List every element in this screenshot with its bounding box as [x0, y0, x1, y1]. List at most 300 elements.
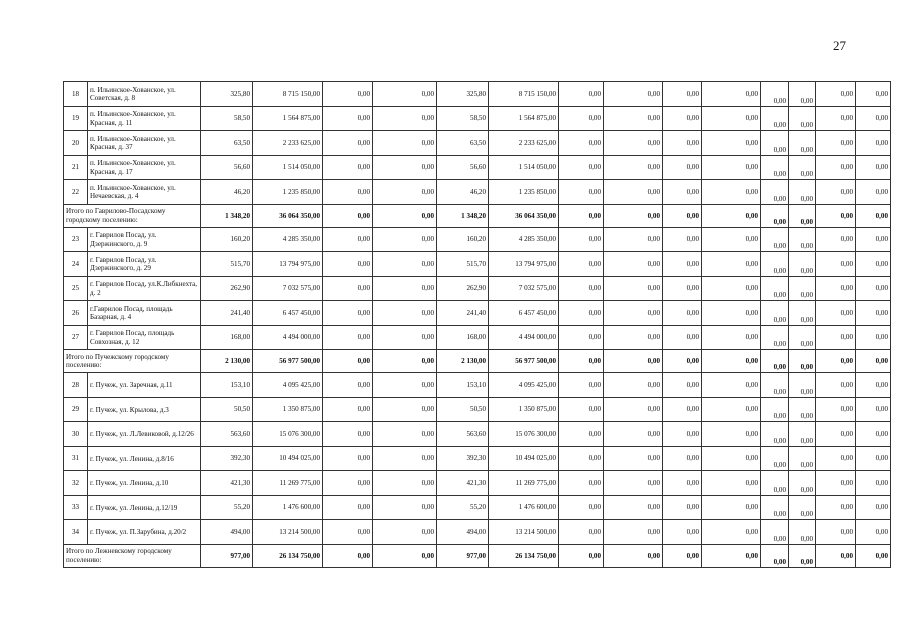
value-cell: 0,00 — [663, 422, 702, 447]
value-cell: 0,00 — [702, 373, 761, 398]
address-cell: г. Гаврилов Посад, площадь Совхозная, д. 12 — [88, 325, 201, 350]
value-cell: 0,00 — [559, 276, 604, 301]
value-cell: 392,30 — [437, 446, 489, 471]
value-cell: 0,00 — [604, 276, 663, 301]
value-cell: 0,00 — [702, 397, 761, 422]
value-cell: 0,00 — [559, 350, 604, 373]
value-cell: 0,00 — [816, 180, 856, 205]
value-cell: 0,00 — [663, 373, 702, 398]
value-cell: 1 514 050,00 — [489, 155, 559, 180]
value-cell: 494,00 — [437, 520, 489, 545]
value-cell: 0,00 — [663, 495, 702, 520]
value-cell: 0,00 — [702, 350, 761, 373]
value-cell: 0,00 — [323, 204, 373, 227]
value-cell: 0,00 — [856, 155, 891, 180]
value-cell: 0,00 — [702, 155, 761, 180]
table-row — [64, 397, 891, 422]
value-cell: 241,40 — [437, 301, 489, 326]
value-cell: 0,00 — [789, 397, 816, 422]
value-cell: 0,00 — [323, 131, 373, 156]
value-cell: 0,00 — [323, 471, 373, 496]
value-cell: 0,00 — [761, 204, 789, 227]
value-cell: 0,00 — [856, 276, 891, 301]
value-cell: 0,00 — [856, 544, 891, 567]
value-cell: 0,00 — [663, 350, 702, 373]
row-number: 22 — [64, 180, 88, 205]
value-cell: 0,00 — [604, 397, 663, 422]
value-cell: 1 350 875,00 — [253, 397, 323, 422]
value-cell: 0,00 — [559, 155, 604, 180]
value-cell: 0,00 — [702, 106, 761, 131]
value-cell: 0,00 — [789, 180, 816, 205]
value-cell: 1 348,20 — [437, 204, 489, 227]
value-cell: 0,00 — [663, 155, 702, 180]
value-cell: 0,00 — [789, 325, 816, 350]
value-cell: 15 076 300,00 — [489, 422, 559, 447]
value-cell: 0,00 — [816, 544, 856, 567]
table-row — [64, 520, 891, 545]
value-cell: 0,00 — [604, 155, 663, 180]
value-cell: 0,00 — [559, 325, 604, 350]
row-number: 27 — [64, 325, 88, 350]
value-cell: 0,00 — [373, 276, 437, 301]
value-cell: 153,10 — [201, 373, 253, 398]
value-cell: 0,00 — [604, 422, 663, 447]
value-cell: 15 076 300,00 — [253, 422, 323, 447]
value-cell: 0,00 — [323, 350, 373, 373]
table-row — [64, 106, 891, 131]
value-cell: 0,00 — [663, 397, 702, 422]
value-cell: 0,00 — [323, 155, 373, 180]
value-cell: 0,00 — [702, 495, 761, 520]
value-cell: 977,00 — [201, 544, 253, 567]
table-row — [64, 131, 891, 156]
table-row — [64, 252, 891, 277]
value-cell: 0,00 — [559, 131, 604, 156]
value-cell: 0,00 — [761, 544, 789, 567]
value-cell: 0,00 — [702, 204, 761, 227]
value-cell: 0,00 — [856, 422, 891, 447]
value-cell: 0,00 — [789, 373, 816, 398]
address-cell: г. Пучеж, ул. Ленина, д.8/16 — [88, 446, 201, 471]
value-cell: 50,50 — [201, 397, 253, 422]
value-cell: 0,00 — [663, 471, 702, 496]
value-cell: 0,00 — [761, 325, 789, 350]
value-cell: 0,00 — [789, 252, 816, 277]
subtotal-row — [64, 204, 891, 227]
value-cell: 0,00 — [856, 252, 891, 277]
row-number: 28 — [64, 373, 88, 398]
row-number: 32 — [64, 471, 88, 496]
value-cell: 0,00 — [761, 106, 789, 131]
value-cell: 0,00 — [816, 471, 856, 496]
value-cell: 0,00 — [559, 397, 604, 422]
value-cell: 8 715 150,00 — [253, 82, 323, 107]
table-row — [64, 227, 891, 252]
value-cell: 0,00 — [856, 495, 891, 520]
value-cell: 0,00 — [761, 252, 789, 277]
address-cell: п. Ильинское-Хованское, ул. Красная, д. 17 — [88, 155, 201, 180]
value-cell: 58,50 — [437, 106, 489, 131]
value-cell: 0,00 — [559, 106, 604, 131]
value-cell: 421,30 — [201, 471, 253, 496]
value-cell: 7 032 575,00 — [489, 276, 559, 301]
value-cell: 0,00 — [789, 422, 816, 447]
value-cell: 0,00 — [789, 276, 816, 301]
value-cell: 325,80 — [437, 82, 489, 107]
value-cell: 563,60 — [437, 422, 489, 447]
value-cell: 0,00 — [559, 252, 604, 277]
value-cell: 0,00 — [323, 520, 373, 545]
value-cell: 6 457 450,00 — [253, 301, 323, 326]
value-cell: 4 494 000,00 — [489, 325, 559, 350]
value-cell: 0,00 — [323, 276, 373, 301]
value-cell: 46,20 — [201, 180, 253, 205]
value-cell: 0,00 — [856, 82, 891, 107]
value-cell: 0,00 — [856, 106, 891, 131]
value-cell: 0,00 — [789, 544, 816, 567]
value-cell: 0,00 — [559, 544, 604, 567]
value-cell: 0,00 — [604, 495, 663, 520]
value-cell: 0,00 — [604, 446, 663, 471]
value-cell: 1 476 600,00 — [253, 495, 323, 520]
value-cell: 0,00 — [702, 82, 761, 107]
value-cell: 0,00 — [373, 131, 437, 156]
value-cell: 0,00 — [323, 301, 373, 326]
row-number: 18 — [64, 82, 88, 107]
value-cell: 8 715 150,00 — [489, 82, 559, 107]
table-row — [64, 373, 891, 398]
value-cell: 0,00 — [559, 227, 604, 252]
value-cell: 421,30 — [437, 471, 489, 496]
row-number: 25 — [64, 276, 88, 301]
value-cell: 10 494 025,00 — [489, 446, 559, 471]
row-number: 34 — [64, 520, 88, 545]
value-cell: 0,00 — [663, 301, 702, 326]
value-cell: 0,00 — [663, 180, 702, 205]
value-cell: 0,00 — [663, 106, 702, 131]
subtotal-label: Итого по Пучежскому городскому поселению: — [64, 350, 201, 373]
value-cell: 46,20 — [437, 180, 489, 205]
value-cell: 4 285 350,00 — [253, 227, 323, 252]
value-cell: 0,00 — [856, 131, 891, 156]
value-cell: 0,00 — [323, 544, 373, 567]
address-cell: г. Пучеж, ул. Л.Левиковой, д.12/26 — [88, 422, 201, 447]
value-cell: 0,00 — [702, 180, 761, 205]
value-cell: 0,00 — [856, 204, 891, 227]
value-cell: 0,00 — [789, 131, 816, 156]
value-cell: 0,00 — [373, 495, 437, 520]
address-cell: г. Пучеж, ул. Заречная, д.11 — [88, 373, 201, 398]
value-cell: 0,00 — [789, 227, 816, 252]
value-cell: 0,00 — [604, 131, 663, 156]
value-cell: 0,00 — [702, 131, 761, 156]
address-cell: п. Ильинское-Хованское, ул. Советская, д. 8 — [88, 82, 201, 107]
value-cell: 0,00 — [559, 520, 604, 545]
value-cell: 0,00 — [604, 301, 663, 326]
value-cell: 0,00 — [559, 446, 604, 471]
value-cell: 50,50 — [437, 397, 489, 422]
value-cell: 56,60 — [437, 155, 489, 180]
address-cell: г. Гаврилов Посад, ул. Дзержинского, д. 29 — [88, 252, 201, 277]
value-cell: 1 350 875,00 — [489, 397, 559, 422]
value-cell: 0,00 — [373, 397, 437, 422]
value-cell: 262,90 — [201, 276, 253, 301]
value-cell: 153,10 — [437, 373, 489, 398]
value-cell: 0,00 — [856, 520, 891, 545]
value-cell: 0,00 — [761, 227, 789, 252]
row-number: 20 — [64, 131, 88, 156]
value-cell: 563,60 — [201, 422, 253, 447]
value-cell: 0,00 — [323, 397, 373, 422]
value-cell: 0,00 — [373, 155, 437, 180]
value-cell: 1 235 850,00 — [489, 180, 559, 205]
address-cell: г. Гаврилов Посад, ул. Дзержинского, д. 9 — [88, 227, 201, 252]
value-cell: 0,00 — [559, 373, 604, 398]
value-cell: 1 514 050,00 — [253, 155, 323, 180]
value-cell: 1 564 875,00 — [489, 106, 559, 131]
value-cell: 56 977 500,00 — [489, 350, 559, 373]
address-cell: г.Гаврилов Посад, площадь Базарная, д. 4 — [88, 301, 201, 326]
value-cell: 0,00 — [604, 180, 663, 205]
table-row — [64, 155, 891, 180]
value-cell: 0,00 — [761, 350, 789, 373]
value-cell: 0,00 — [816, 276, 856, 301]
value-cell: 0,00 — [702, 252, 761, 277]
value-cell: 0,00 — [663, 252, 702, 277]
value-cell: 13 794 975,00 — [489, 252, 559, 277]
value-cell: 0,00 — [761, 131, 789, 156]
value-cell: 0,00 — [373, 422, 437, 447]
value-cell: 0,00 — [604, 252, 663, 277]
value-cell: 1 476 600,00 — [489, 495, 559, 520]
value-cell: 0,00 — [856, 471, 891, 496]
value-cell: 0,00 — [559, 180, 604, 205]
value-cell: 0,00 — [761, 155, 789, 180]
value-cell: 0,00 — [663, 204, 702, 227]
value-cell: 0,00 — [761, 180, 789, 205]
value-cell: 0,00 — [816, 422, 856, 447]
value-cell: 0,00 — [663, 276, 702, 301]
value-cell: 56 977 500,00 — [253, 350, 323, 373]
address-cell: г. Пучеж, ул. Ленина, д.12/19 — [88, 495, 201, 520]
table-row — [64, 495, 891, 520]
value-cell: 0,00 — [702, 276, 761, 301]
value-cell: 0,00 — [604, 82, 663, 107]
value-cell: 0,00 — [856, 227, 891, 252]
value-cell: 0,00 — [702, 471, 761, 496]
value-cell: 0,00 — [816, 495, 856, 520]
value-cell: 0,00 — [373, 471, 437, 496]
page-number: 27 — [833, 38, 846, 53]
value-cell: 0,00 — [373, 204, 437, 227]
value-cell: 4 285 350,00 — [489, 227, 559, 252]
address-cell: г. Пучеж, ул. Ленина, д.10 — [88, 471, 201, 496]
value-cell: 0,00 — [559, 204, 604, 227]
value-cell: 0,00 — [761, 422, 789, 447]
value-cell: 0,00 — [856, 446, 891, 471]
value-cell: 0,00 — [789, 350, 816, 373]
value-cell: 241,40 — [201, 301, 253, 326]
value-cell: 0,00 — [789, 495, 816, 520]
value-cell: 0,00 — [702, 422, 761, 447]
value-cell: 63,50 — [201, 131, 253, 156]
value-cell: 1 235 850,00 — [253, 180, 323, 205]
value-cell: 36 064 350,00 — [253, 204, 323, 227]
value-cell: 55,20 — [201, 495, 253, 520]
row-number: 24 — [64, 252, 88, 277]
value-cell: 7 032 575,00 — [253, 276, 323, 301]
value-cell: 0,00 — [789, 520, 816, 545]
value-cell: 2 130,00 — [201, 350, 253, 373]
address-cell: г. Пучеж, ул. Крылова, д.3 — [88, 397, 201, 422]
value-cell: 0,00 — [323, 82, 373, 107]
value-cell: 13 214 500,00 — [489, 520, 559, 545]
subtotal-row — [64, 544, 891, 567]
value-cell: 0,00 — [816, 520, 856, 545]
value-cell: 0,00 — [373, 544, 437, 567]
value-cell: 0,00 — [816, 227, 856, 252]
value-cell: 6 457 450,00 — [489, 301, 559, 326]
value-cell: 0,00 — [663, 82, 702, 107]
value-cell: 0,00 — [604, 471, 663, 496]
value-cell: 0,00 — [663, 544, 702, 567]
value-cell: 0,00 — [604, 227, 663, 252]
row-number: 19 — [64, 106, 88, 131]
value-cell: 0,00 — [702, 301, 761, 326]
value-cell: 10 494 025,00 — [253, 446, 323, 471]
address-cell: п. Ильинское-Хованское, ул. Красная, д. 37 — [88, 131, 201, 156]
value-cell: 4 095 425,00 — [489, 373, 559, 398]
value-cell: 4 095 425,00 — [253, 373, 323, 398]
value-cell: 0,00 — [323, 422, 373, 447]
register-table — [63, 81, 891, 568]
value-cell: 160,20 — [437, 227, 489, 252]
value-cell: 1 348,20 — [201, 204, 253, 227]
value-cell: 0,00 — [604, 325, 663, 350]
value-cell: 58,50 — [201, 106, 253, 131]
value-cell: 0,00 — [816, 446, 856, 471]
value-cell: 0,00 — [604, 350, 663, 373]
value-cell: 0,00 — [816, 397, 856, 422]
value-cell: 0,00 — [323, 446, 373, 471]
row-number: 26 — [64, 301, 88, 326]
row-number: 21 — [64, 155, 88, 180]
value-cell: 0,00 — [604, 106, 663, 131]
value-cell: 0,00 — [856, 180, 891, 205]
value-cell: 55,20 — [437, 495, 489, 520]
value-cell: 0,00 — [761, 373, 789, 398]
value-cell: 0,00 — [559, 495, 604, 520]
value-cell: 0,00 — [856, 373, 891, 398]
table-row — [64, 180, 891, 205]
row-number: 30 — [64, 422, 88, 447]
value-cell: 0,00 — [761, 397, 789, 422]
row-number: 31 — [64, 446, 88, 471]
table-row — [64, 276, 891, 301]
value-cell: 0,00 — [663, 446, 702, 471]
value-cell: 0,00 — [663, 325, 702, 350]
value-cell: 0,00 — [816, 204, 856, 227]
value-cell: 0,00 — [761, 471, 789, 496]
value-cell: 0,00 — [373, 520, 437, 545]
value-cell: 0,00 — [816, 82, 856, 107]
value-cell: 0,00 — [604, 373, 663, 398]
value-cell: 0,00 — [373, 325, 437, 350]
value-cell: 977,00 — [437, 544, 489, 567]
value-cell: 36 064 350,00 — [489, 204, 559, 227]
value-cell: 11 269 775,00 — [489, 471, 559, 496]
value-cell: 0,00 — [816, 131, 856, 156]
value-cell: 515,70 — [437, 252, 489, 277]
value-cell: 26 134 750,00 — [253, 544, 323, 567]
value-cell: 262,90 — [437, 276, 489, 301]
value-cell: 0,00 — [856, 397, 891, 422]
value-cell: 0,00 — [323, 325, 373, 350]
value-cell: 0,00 — [789, 204, 816, 227]
table-row — [64, 301, 891, 326]
value-cell: 0,00 — [373, 106, 437, 131]
table-body — [64, 82, 891, 568]
value-cell: 0,00 — [373, 82, 437, 107]
value-cell: 0,00 — [323, 180, 373, 205]
value-cell: 0,00 — [789, 471, 816, 496]
value-cell: 0,00 — [789, 446, 816, 471]
value-cell: 0,00 — [323, 495, 373, 520]
value-cell: 0,00 — [663, 131, 702, 156]
value-cell: 0,00 — [702, 520, 761, 545]
value-cell: 0,00 — [702, 325, 761, 350]
value-cell: 0,00 — [559, 82, 604, 107]
value-cell: 392,30 — [201, 446, 253, 471]
value-cell: 0,00 — [816, 373, 856, 398]
value-cell: 0,00 — [323, 373, 373, 398]
value-cell: 0,00 — [816, 252, 856, 277]
value-cell: 0,00 — [702, 227, 761, 252]
row-number: 33 — [64, 495, 88, 520]
value-cell: 0,00 — [604, 520, 663, 545]
value-cell: 0,00 — [761, 276, 789, 301]
value-cell: 0,00 — [604, 204, 663, 227]
value-cell: 0,00 — [663, 520, 702, 545]
value-cell: 0,00 — [559, 301, 604, 326]
value-cell: 168,00 — [437, 325, 489, 350]
value-cell: 2 130,00 — [437, 350, 489, 373]
value-cell: 0,00 — [373, 227, 437, 252]
address-cell: г. Пучеж, ул. П.Зарубина, д.20/2 — [88, 520, 201, 545]
value-cell: 0,00 — [761, 520, 789, 545]
value-cell: 0,00 — [702, 544, 761, 567]
subtotal-row — [64, 350, 891, 373]
value-cell: 0,00 — [816, 301, 856, 326]
value-cell: 0,00 — [856, 325, 891, 350]
value-cell: 13 794 975,00 — [253, 252, 323, 277]
value-cell: 26 134 750,00 — [489, 544, 559, 567]
value-cell: 325,80 — [201, 82, 253, 107]
value-cell: 0,00 — [856, 350, 891, 373]
table-row — [64, 325, 891, 350]
value-cell: 515,70 — [201, 252, 253, 277]
value-cell: 0,00 — [816, 350, 856, 373]
address-cell: п. Ильинское-Хованское, ул. Красная, д. 11 — [88, 106, 201, 131]
value-cell: 0,00 — [323, 252, 373, 277]
value-cell: 0,00 — [373, 180, 437, 205]
value-cell: 160,20 — [201, 227, 253, 252]
value-cell: 0,00 — [323, 227, 373, 252]
value-cell: 0,00 — [373, 301, 437, 326]
table-row — [64, 471, 891, 496]
value-cell: 0,00 — [323, 106, 373, 131]
